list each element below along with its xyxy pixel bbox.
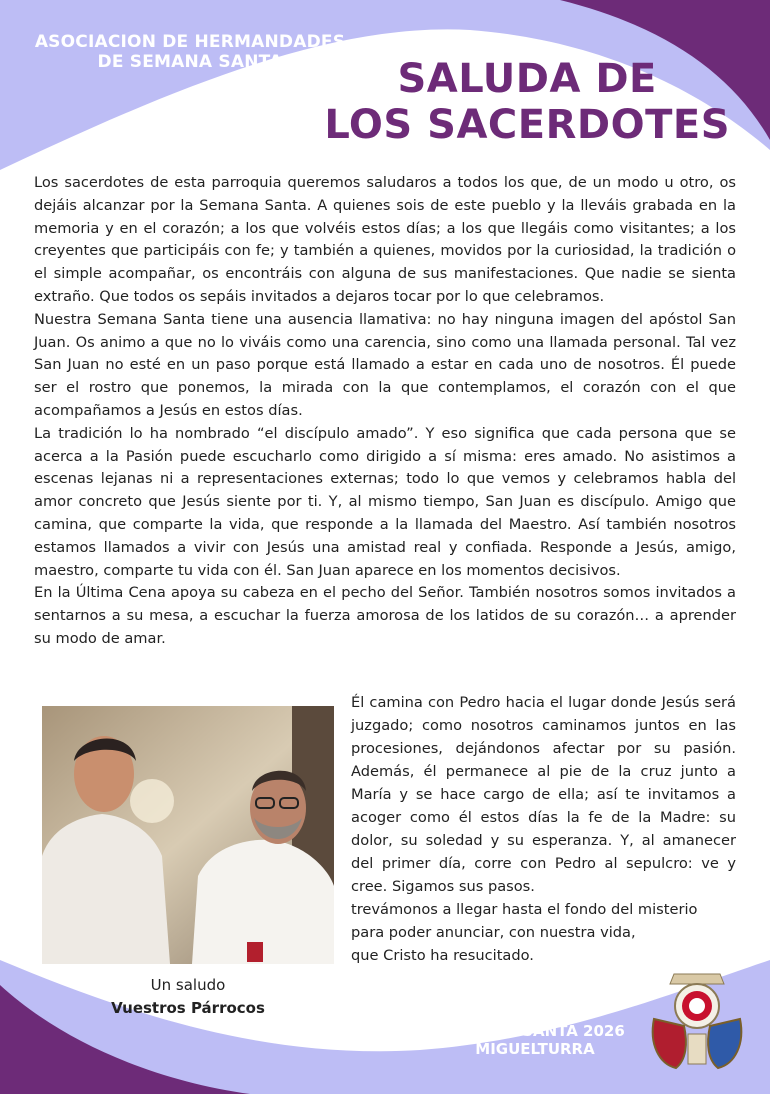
paragraph: En la Última Cena apoya su cabeza en el pecho del Señor. También nosotros somos invitados a sentarnos a su mesa, a escuchar la fuerza amorosa de los latidos de su corazón… a aprender su modo de amar.	[34, 584, 736, 647]
priests-photo	[42, 706, 334, 964]
org-line-2: DE SEMANA SANTA	[97, 52, 283, 72]
article-body	[34, 172, 736, 651]
closing-line-1: trevámonos a llegar hasta el fondo del misterio	[351, 901, 698, 918]
paragraph: La tradición lo ha nombrado “el discípulo amado”. Y eso significa que cada persona que se acerca a la Pasión puede escucharlo como dirigido a sí misma: eres amado. No asistimos a escenas lejanas ni a representaciones externas; todo lo que vemos y celebramos habla del amor concreto que Jesús siente por ti. Y, al mismo tiempo, San Juan es discípulo. Amigo que camina, que comparte la vida, que responde a la llamada del Maestro. Así también nosotros estamos llamados a vivir con Jesús una amistad real y confiada. Responde a Jesús, amigo, maestro, comparte tu vida con él. San Juan aparece en los momentos decisivos.	[34, 424, 736, 579]
footer-line-2: MIGUELTURRA	[475, 1040, 595, 1058]
photo-caption	[42, 974, 334, 1020]
closing-line-3: que Cristo ha resucitado.	[351, 947, 534, 964]
footer-event	[430, 1022, 640, 1058]
title-line-2: LOS SACERDOTES	[324, 102, 730, 148]
title-line-1: SALUDA DE	[397, 56, 657, 102]
caption-signature: Vuestros Párrocos	[111, 999, 265, 1017]
footer-line-1: SEMANA SANTA 2026	[445, 1022, 625, 1040]
paragraph: Los sacerdotes de esta parroquia queremos saludaros a todos los que, de un modo u otro, os dejáis alcanzar por la Semana Santa. A quienes sois de este pueblo y la lleváis grabada en la memoria y en el corazón; a los que volvéis estos días; a los que llegáis como visitantes; a los creyentes que participáis con fe; y también a quienes, movidos por la curiosidad, la tradición o el simple acompañar, os encontráis con alguna de sus manifestaciones. Que nadie se sienta extraño. Que todos os sepáis invitados a dejaros tocar por lo que celebramos.	[34, 174, 736, 305]
organization-name	[20, 32, 360, 72]
brotherhood-emblem-icon	[644, 964, 750, 1076]
side-column-text	[351, 691, 736, 967]
paragraph: Nuestra Semana Santa tiene una ausencia llamativa: no hay ninguna imagen del apóstol San Juan. Os animo a que no lo viváis como una carencia, sino como una llamada personal. Tal vez San Juan no esté en un paso porque está llamado a estar en cada uno de nosotros. Él puede ser el rostro que ponemos, la mirada con la que contemplamos, el corazón con el que acompañamos a Jesús en estos días.	[34, 310, 736, 419]
org-line-1: ASOCIACION DE HERMANDADES	[34, 32, 346, 52]
closing-line-2: para poder anunciar, con nuestra vida,	[351, 924, 636, 941]
page-title	[324, 56, 730, 148]
caption-line-1: Un saludo	[150, 976, 226, 994]
paragraph: Él camina con Pedro hacia el lugar donde Jesús será juzgado; como nosotros caminamos juntos en las procesiones, dejándonos afectar por su pasión. Además, él permanece al pie de la cruz junto a María y se hace cargo de ella; así te invitamos a acoger como él estos días la fe de la Madre: su dolor, su soledad y su esperanza. Y, al amanecer del primer día, corre con Pedro al sepulcro: ve y cree. Sigamos sus pasos.	[351, 694, 736, 895]
